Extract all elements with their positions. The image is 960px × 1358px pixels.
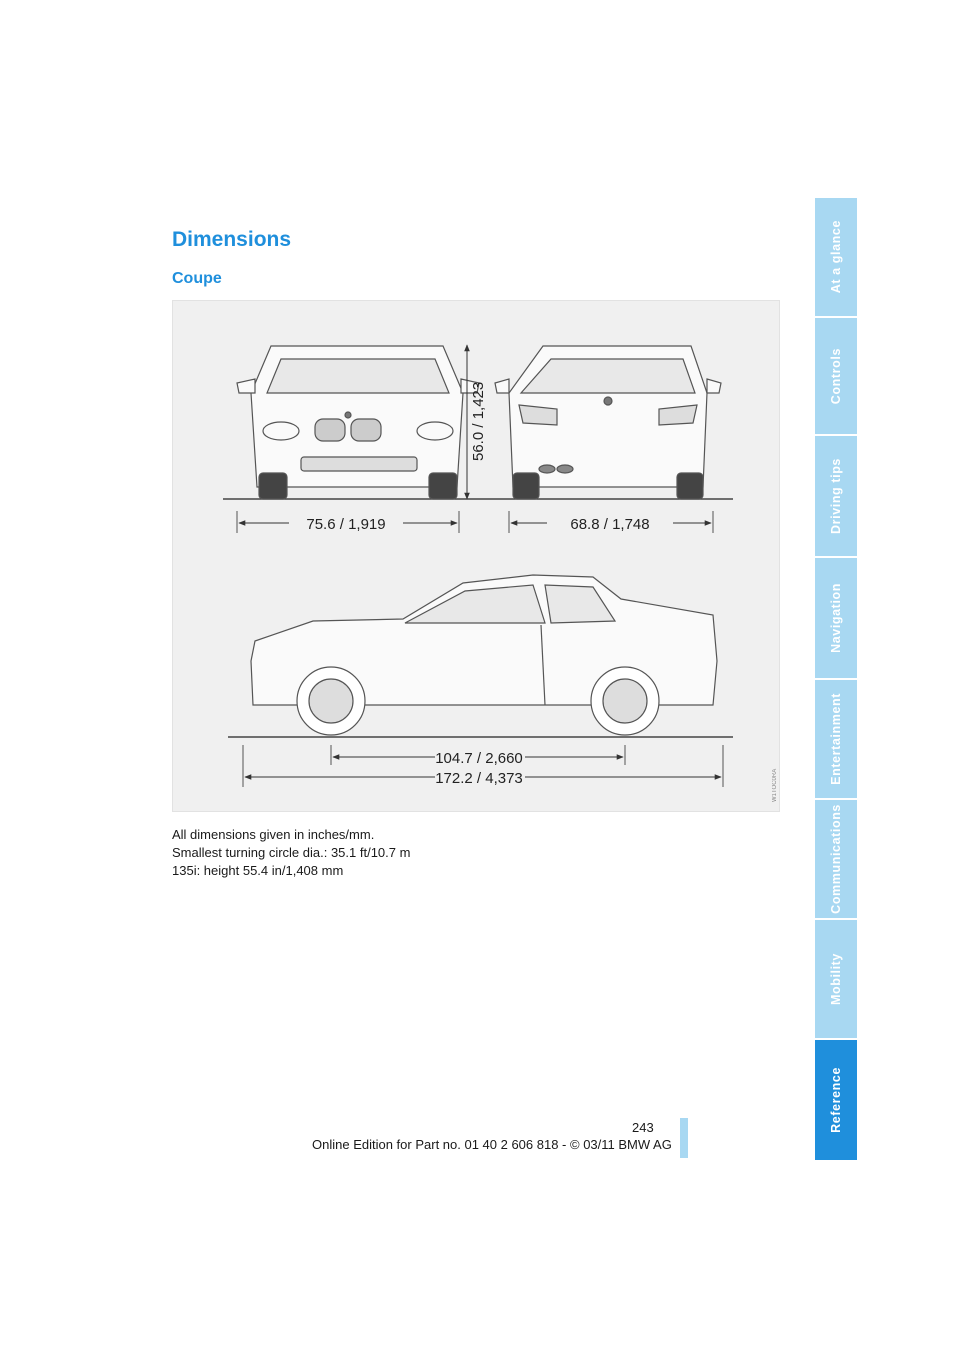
tab-driving-tips[interactable]: Driving tips — [815, 436, 857, 556]
length-label: 172.2 / 4,373 — [435, 770, 523, 787]
height-label: 56.0 / 1,423 — [470, 381, 487, 461]
tab-reference[interactable]: Reference — [815, 1040, 857, 1160]
car-front-view — [237, 346, 479, 499]
tab-mobility[interactable]: Mobility — [815, 920, 857, 1038]
note-line: Smallest turning circle dia.: 35.1 ft/10.7 m — [172, 845, 411, 860]
tab-communications[interactable]: Communications — [815, 800, 857, 918]
page-number: 243 — [632, 1120, 654, 1135]
note-line: 135i: height 55.4 in/1,408 mm — [172, 863, 344, 878]
wheelbase-label: 104.7 / 2,660 — [435, 750, 523, 767]
footer-accent-bar — [680, 1118, 688, 1158]
section-subtitle: Coupe — [172, 270, 222, 287]
footer-text: Online Edition for Part no. 01 40 2 606 818 - © 03/11 BMW AG — [312, 1137, 672, 1152]
chapter-tabs — [815, 198, 857, 1160]
tab-entertainment[interactable]: Entertainment — [815, 680, 857, 798]
car-side-view — [251, 575, 717, 735]
tab-navigation[interactable]: Navigation — [815, 558, 857, 678]
page-title: Dimensions — [172, 228, 292, 251]
notes — [172, 826, 410, 880]
figure-code: W1TOC0RA — [772, 768, 778, 802]
dimensions-figure — [172, 300, 780, 812]
rear-width-label: 68.8 / 1,748 — [570, 516, 650, 533]
tab-controls[interactable]: Controls — [815, 318, 857, 434]
note-line: All dimensions given in inches/mm. — [172, 827, 375, 842]
car-rear-view — [495, 346, 721, 499]
front-width-label: 75.6 / 1,919 — [306, 516, 386, 533]
tab-at-a-glance[interactable]: At a glance — [815, 198, 857, 316]
